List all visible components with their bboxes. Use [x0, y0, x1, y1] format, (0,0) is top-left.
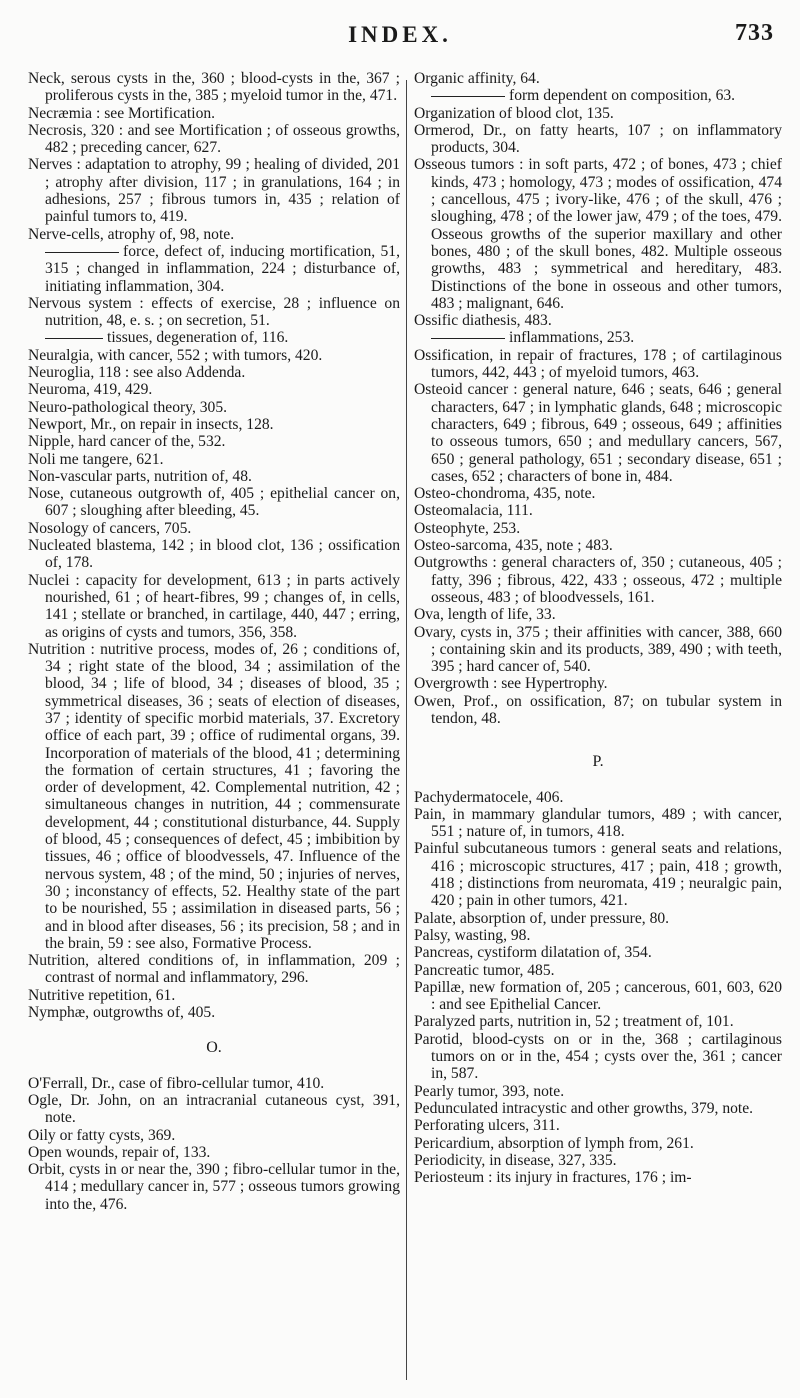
index-entry: Perforating ulcers, 311.: [414, 1117, 560, 1135]
index-entry: Papillæ, new formation of, 205 ; cancerous, 601, 603, 620 : and see Epithelial Cancer.: [414, 978, 782, 1014]
index-entry: Neuroglia, 118 : see also Addenda.: [28, 364, 246, 382]
ditto-dash: [431, 96, 505, 97]
index-entry: Ogle, Dr. John, on an intracranial cutaneous cyst, 391, note.: [28, 1091, 400, 1127]
index-entry: O'Ferrall, Dr., case of fibro-cellular tumor, 410.: [28, 1074, 325, 1092]
index-entry: Organic affinity, 64.: [414, 70, 540, 87]
index-entry: Organization of blood clot, 135.: [414, 104, 614, 122]
index-entry: Pedunculated intracystic and other growths, 379, note.: [414, 1099, 754, 1117]
index-entry: Painful subcutaneous tumors : general seats and relations, 416 ; microscopic structures, 417 ; pain, 418 ; growth, 418 ; distinctions from neuromata, 419 ; neuralgic pain, 420 ; pain in other tumors, 421.: [414, 840, 782, 910]
index-entry: Pearly tumor, 393, note.: [414, 1082, 565, 1100]
section-heading-p: P.: [592, 753, 604, 771]
index-entry: Pancreatic tumor, 485.: [414, 961, 555, 979]
index-entry: Paralyzed parts, nutrition in, 52 ; treatment of, 101.: [414, 1013, 734, 1031]
index-entry: Nymphæ, outgrowths of, 405.: [28, 1004, 216, 1022]
index-entry: Noli me tangere, 621.: [28, 450, 164, 468]
index-entry: Necrosis, 320 : and see Mortification ; of osseous growths, 482 ; preceding cancer, 627.: [28, 121, 400, 157]
index-entry: Ossific diathesis, 483.: [414, 312, 552, 330]
page-header: [0, 0, 800, 70]
index-entry: Non-vascular parts, nutrition of, 48.: [28, 467, 252, 485]
index-entry: Neuroma, 419, 429.: [28, 381, 153, 399]
index-entry: Pancreas, cystiform dilatation of, 354.: [414, 944, 652, 962]
section-heading-o: O.: [206, 1039, 222, 1057]
ditto-dash: [431, 338, 505, 339]
column-divider: [406, 80, 407, 1380]
index-entry: Ovary, cysts in, 375 ; their affinities with cancer, 388, 660 ; containing skin and its products, 389, 490 ; with teeth, 395 ; hard cancer of, 540.: [414, 623, 782, 676]
index-entry: Necræmia : see Mortification.: [28, 104, 216, 122]
index-entry: Owen, Prof., on ossification, 87; on tubular system in tendon, 48.: [414, 692, 782, 727]
index-entry: Nipple, hard cancer of the, 532.: [28, 433, 226, 451]
index-entry: Nose, cutaneous outgrowth of, 405 ; epithelial cancer on, 607 ; sloughing after bleeding, 45.: [28, 485, 400, 520]
index-subentry: force, defect of, inducing mortification, 51, 315 ; changed in inflammation, 224 ; disturbance of, initiating inflammation, 304.: [45, 242, 400, 295]
index-entry: Open wounds, repair of, 133.: [28, 1143, 211, 1161]
index-entry: Nucleated blastema, 142 ; in blood clot, 136 ; ossification of, 178.: [28, 537, 400, 572]
right-column: [414, 70, 782, 1186]
ditto-dash: [45, 338, 103, 339]
index-entry: Osseous tumors : in soft parts, 472 ; of bones, 473 ; chief kinds, 473 ; homology, 473 ; modes of ossification, 474 ; cancellous, 475 ; ivory-like, 476 ; of the skull, 476 ; sloughing, 478 ; of the lower jaw, 479 ; of the toes, 479. Osseous growths of the superior maxillary and other bones, 480 ; of the skull bones, 482. Multiple osseous growths, 483 ; symmetrical and hereditary, 483. Distinctions of the bone in osseous and other tumors, 483 ; malignant, 646.: [414, 156, 782, 312]
index-entry: Palate, absorption of, under pressure, 80.: [414, 909, 670, 927]
index-entry: Pain, in mammary glandular tumors, 489 ; with cancer, 551 ; nature of, in tumors, 418.: [414, 805, 782, 841]
index-entry: Pachydermatocele, 406.: [414, 788, 564, 806]
index-entry: Periosteum : its injury in fractures, 176 ; im-: [414, 1169, 692, 1187]
index-entry: Ova, length of life, 33.: [414, 606, 556, 624]
left-column: [28, 70, 400, 1213]
index-entry: Outgrowths : general characters of, 350 ; cutaneous, 405 ; fatty, 396 ; fibrous, 422, 433 ; osseous, 472 ; multiple osseous, 483 ; of bloodvessels, 161.: [414, 554, 782, 606]
index-entry: Osteo-sarcoma, 435, note ; 483.: [414, 537, 613, 555]
index-entry: Osteophyte, 253.: [414, 519, 521, 537]
index-entry: Nerve-cells, atrophy of, 98, note.: [28, 225, 235, 243]
index-entry: Ossification, in repair of fractures, 178 ; of cartilaginous tumors, 442, 443 ; of myeloid tumors, 463.: [414, 346, 782, 382]
index-entry: Pericardium, absorption of lymph from, 261.: [414, 1134, 694, 1152]
index-subentry: form dependent on composition, 63.: [414, 87, 782, 104]
index-entry: Overgrowth : see Hypertrophy.: [414, 675, 608, 693]
index-entry: Ormerod, Dr., on fatty hearts, 107 ; on inflammatory products, 304.: [414, 121, 782, 157]
index-entry: Nosology of cancers, 705.: [28, 519, 192, 537]
index-entry: Palsy, wasting, 98.: [414, 926, 531, 944]
index-entry: Osteo-chondroma, 435, note.: [414, 485, 596, 503]
page-number: 733: [735, 20, 774, 46]
index-entry: Newport, Mr., on repair in insects, 128.: [28, 415, 274, 433]
index-entry: Neuro-pathological theory, 305.: [28, 398, 228, 416]
index-subentry: tissues, degeneration of, 116.: [28, 329, 400, 346]
index-entry: Periodicity, in disease, 327, 335.: [414, 1151, 617, 1169]
index-entry: Nutrition, altered conditions of, in inflammation, 209 ; contrast of normal and inflammatory, 296.: [28, 952, 400, 987]
index-entry: Neck, serous cysts in the, 360 ; blood-cysts in the, 367 ; proliferous cysts in the, 385 ; myeloid tumor in the, 471.: [28, 70, 400, 105]
index-entry: Osteomalacia, 111.: [414, 502, 533, 520]
index-entry: Nuclei : capacity for development, 613 ; in parts actively nourished, 61 ; of heart-fibres, 99 ; changes of, in cells, 141 ; stellate or branched, in cartilage, 440, 447 ; erring, as origins of cysts and tumors, 356, 358.: [28, 571, 400, 641]
index-entry: Orbit, cysts in or near the, 390 ; fibro-cellular tumor in the, 414 ; medullary cancer in, 577 ; osseous tumors growing into the, 476.: [28, 1161, 400, 1213]
ditto-dash: [45, 252, 119, 253]
index-entry: Osteoid cancer : general nature, 646 ; seats, 646 ; general characters, 647 ; in lymphatic glands, 648 ; microscopic characters, 649 ; fibrous, 649 ; osseous, 649 ; affinities to osseous tumors, 650 ; and medullary cancers, 567, 650 ; general pathology, 651 ; secondary disease, 651 ; cases, 652 ; characters of bone in, 484.: [414, 381, 782, 485]
index-entry: Oily or fatty cysts, 369.: [28, 1126, 176, 1144]
index-entry: Neuralgia, with cancer, 552 ; with tumors, 420.: [28, 346, 323, 364]
index-entry: Nerves : adaptation to atrophy, 99 ; healing of divided, 201 ; atrophy after division, 117 ; in granulations, 164 ; in adhesions, 257 ; fibrous tumors in, 435 ; relation of painful tumors to, 419.: [28, 156, 400, 226]
index-entry: Nutrition : nutritive process, modes of, 26 ; conditions of, 34 ; right state of the blood, 34 ; assimilation of the blood, 34 ; life of blood, 34 ; diseases of blood, 35 ; symmetrical diseases, 36 ; seats of election of diseases, 37 ; identity of specific morbid materials, 37. Excretory office of each part, 39 ; office of rudimental organs, 39. Incorporation of materials of the blood, 41 ; determining the formation of certain structures, 41 ; favoring the order of development, 42. Complemental nutrition, 42 ; simultaneous changes in nutrition, 44 ; commensurate development, 44 ; constitutional disturbance, 44. Supply of blood, 45 ; consequences of defect, 45 ; imbibition by tissues, 46 ; office of bloodvessels, 47. Influence of the nervous system, 48 ; of the mind, 50 ; injuries of nerves, 30 ; inconstancy of effects, 52. Healthy state of the part to be nourished, 55 ; assimilation in diseased parts, 56 ; and in blood after diseases, 56 ; its precision, 58 ; and in the brain, 59 : see also, Formative Process.: [28, 640, 400, 952]
index-subentry: inflammations, 253.: [414, 329, 782, 346]
index-entry: Nervous system : effects of exercise, 28 ; influence on nutrition, 48, e. s. ; on secretion, 51.: [28, 294, 400, 330]
index-entry: Parotid, blood-cysts on or in the, 368 ; cartilaginous tumors on or in the, 454 ; cysts over the, 361 ; cancer in, 587.: [414, 1030, 782, 1083]
running-title: INDEX.: [348, 22, 452, 47]
index-entry: Nutritive repetition, 61.: [28, 986, 176, 1004]
